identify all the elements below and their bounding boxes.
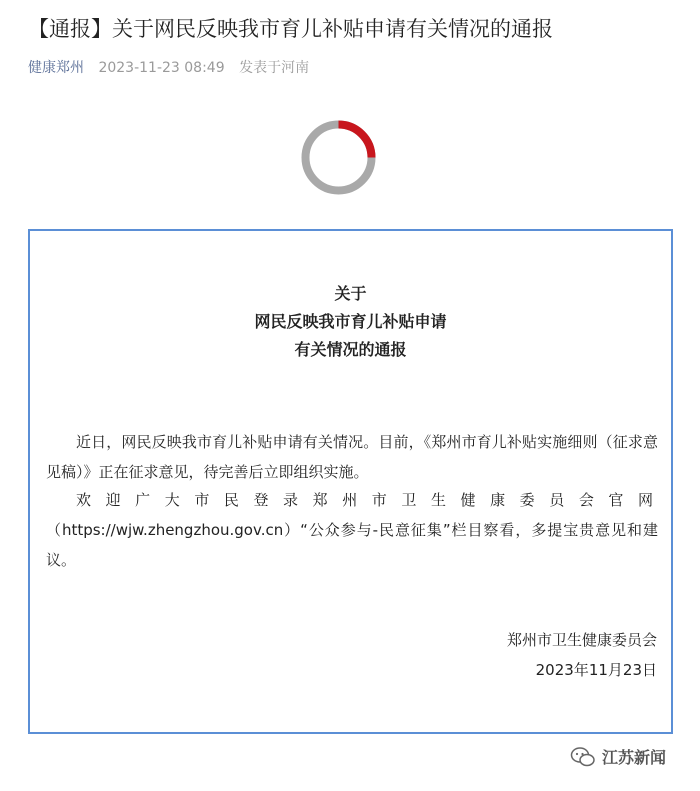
watermark-label: 江苏新闻	[602, 748, 667, 767]
notice-title-line-2: 网民反映我市育儿补贴申请	[254, 312, 447, 331]
notice-paragraph-2	[46, 485, 658, 575]
notice-title-line-3: 有关情况的通报	[294, 340, 407, 359]
loading-spinner-icon	[300, 119, 377, 196]
account-name-link[interactable]: 健康郑州	[28, 60, 84, 76]
wechat-channel-icon	[570, 746, 596, 768]
article-meta	[28, 58, 309, 78]
article-title: 【通报】关于网民反映我市育儿补贴申请有关情况的通报	[28, 17, 553, 41]
signature-org: 郑州市卫生健康委员会	[506, 631, 657, 649]
signature-date: 2023年11月23日	[535, 661, 657, 679]
notice-document	[28, 229, 673, 734]
publish-time: 2023-11-23 08:49	[98, 60, 225, 76]
notice-title-line-1: 关于	[334, 284, 367, 303]
publish-location: 发表于河南	[239, 60, 310, 76]
notice-paragraph-2-lead: 欢迎广大市民登录郑州市卫生健康委员会官网	[76, 491, 658, 509]
notice-paragraph-1: 近日，网民反映我市育儿补贴申请有关情况。目前，《郑州市育儿补贴实施细则（征求意见稿）》正在征求意见，待完善后立即组织实施。	[46, 433, 658, 481]
notice-paragraph-2-rest: （https://wjw.zhengzhou.gov.cn）“公众参与-民意征集”栏目察看，多提宝贵意见和建议。	[46, 521, 658, 569]
source-watermark	[570, 745, 666, 768]
